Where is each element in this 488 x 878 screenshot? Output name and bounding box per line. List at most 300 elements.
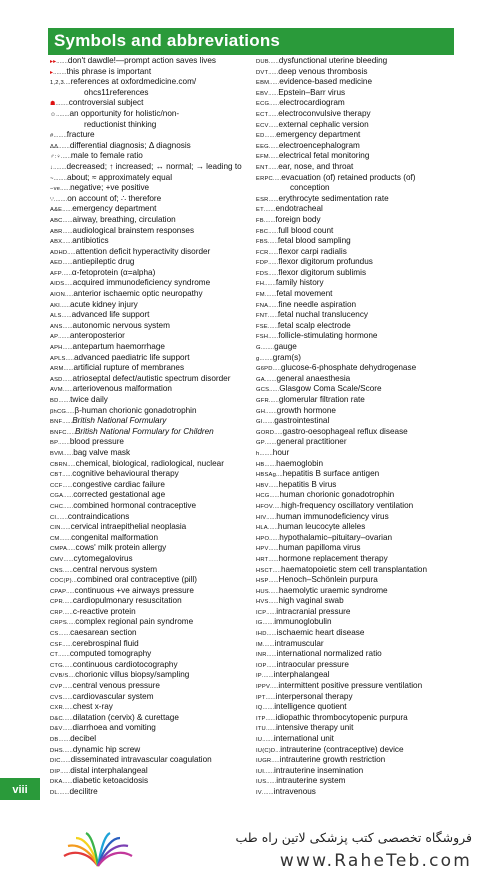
abbreviation-entry xyxy=(50,480,253,491)
abbreviation-entry xyxy=(50,268,253,279)
abbreviation-definition: erythrocyte sedimentation rate xyxy=(278,193,389,203)
abbreviation-term: BNF xyxy=(50,419,63,426)
leader-dots: ...... xyxy=(268,122,279,129)
abbreviation-entry xyxy=(256,448,459,459)
abbreviation-entry xyxy=(50,586,253,597)
abbreviation-definition: British National Formulary for Children xyxy=(74,426,214,436)
leader-dots: ...... xyxy=(62,419,73,426)
abbreviation-term: EBV xyxy=(256,90,269,97)
abbreviation-definition: central venous pressure xyxy=(72,681,160,691)
abbreviation-term: HUS xyxy=(256,588,269,595)
abbreviation-term: IU xyxy=(256,737,263,743)
abbreviation-term: ESR xyxy=(256,196,269,203)
abbreviation-term: ☺ xyxy=(50,111,57,118)
abbreviation-definition: glucose-6-phosphate dehydrogenase xyxy=(280,363,417,373)
abbreviation-definition: advanced life support xyxy=(71,310,150,320)
abbreviation-entry xyxy=(256,670,459,681)
leader-dots: ....... xyxy=(264,440,277,447)
abbreviation-term: CRPS xyxy=(50,620,67,627)
abbreviation-term: AION xyxy=(50,292,65,299)
leader-dots: ...... xyxy=(62,726,73,733)
leader-dots: .... xyxy=(276,472,283,479)
abbreviation-entry xyxy=(50,681,253,692)
leader-dots: ...... xyxy=(267,313,278,320)
abbreviation-term: GI xyxy=(256,419,263,426)
abbreviation-definition: fetal nuchal translucency xyxy=(277,310,369,320)
abbreviation-entry xyxy=(50,342,253,353)
leader-dots: ....... xyxy=(58,334,70,341)
leader-dots: ...... xyxy=(61,313,72,320)
abbreviation-definition: airway, breathing, circulation xyxy=(72,214,176,224)
abbreviation-entry xyxy=(50,353,253,364)
abbreviation-definition: ischaemic heart disease xyxy=(276,628,365,638)
leader-dots: ...... xyxy=(267,323,278,330)
abbreviation-term: FM xyxy=(256,292,265,299)
abbreviation-definition: α-fetoprotein (α=alpha) xyxy=(71,267,156,277)
abbreviation-entry xyxy=(256,607,459,618)
abbreviation-term: APH xyxy=(50,345,63,352)
abbreviation-definition: intramuscular xyxy=(274,638,324,648)
abbreviation-term: ~ xyxy=(50,175,54,182)
abbreviation-definition: disseminated intravascular coagulation xyxy=(70,755,212,765)
abbreviation-definition: continuous cardiotocography xyxy=(72,659,178,669)
leader-dots: ...... xyxy=(62,323,73,330)
abbreviation-definition: diarrhoea and vomiting xyxy=(72,723,156,733)
abbreviation-definition: hormone replacement therapy xyxy=(278,553,388,563)
abbreviation-term: IU(C)D xyxy=(256,747,276,754)
leader-dots: ........ xyxy=(259,450,273,457)
abbreviation-definition: reductionist thinking xyxy=(84,119,157,129)
abbreviation-term: FDP xyxy=(256,260,269,267)
leader-dots: ..... xyxy=(67,546,76,553)
leader-dots: ...... xyxy=(269,535,280,542)
abbreviation-term: ▸▸ xyxy=(50,59,57,65)
leader-dots: ...... xyxy=(268,588,279,595)
abbreviation-term: BD xyxy=(50,398,59,404)
abbreviation-definition: dilatation (cervix) & curettage xyxy=(72,712,179,722)
leader-dots: ....... xyxy=(264,133,277,140)
abbreviation-entry xyxy=(256,713,459,724)
abbreviation-definition: gastrointestinal xyxy=(274,416,330,426)
abbreviation-entry xyxy=(256,745,459,756)
abbreviation-term: ADHD xyxy=(50,249,68,256)
abbreviation-entry xyxy=(256,617,459,628)
abbreviation-entry xyxy=(50,596,253,607)
abbreviation-definition: intrauterine (contraceptive) device xyxy=(280,744,404,754)
abbreviation-entry xyxy=(256,67,459,78)
abbreviation-term: HRT xyxy=(256,556,269,563)
leader-dots: ...... xyxy=(60,525,71,532)
abbreviation-term: DIP xyxy=(50,768,61,775)
abbreviation-definition: dysfunctional uterine bleeding xyxy=(278,56,388,65)
leader-dots: ...... xyxy=(269,493,280,500)
abbreviation-entry xyxy=(256,596,459,607)
abbreviation-entry xyxy=(256,416,459,427)
abbreviation-entry xyxy=(50,363,253,374)
abbreviation-entry xyxy=(256,533,459,544)
leader-dots: ..... xyxy=(274,429,283,436)
abbreviation-entry xyxy=(50,670,253,681)
abbreviation-definition: external cephalic version xyxy=(278,119,369,129)
abbreviation-definition: central nervous system xyxy=(72,564,158,574)
abbreviation-entry xyxy=(256,215,459,226)
abbreviation-term: CIN xyxy=(50,525,61,532)
abbreviation-definition: follicle-stimulating hormone xyxy=(278,331,378,341)
abbreviation-term: APLS xyxy=(50,355,66,362)
abbreviation-definition: decreased; ↑ increased; ↔ normal; → leading to xyxy=(66,161,242,171)
abbreviation-term: FSH xyxy=(256,334,269,341)
leader-dots: ...... xyxy=(266,662,277,669)
leader-dots: ...... xyxy=(268,196,279,203)
abbreviation-definition: hepatitis B surface antigen xyxy=(282,469,380,479)
abbreviation-definition: fetal scalp electrode xyxy=(277,320,351,330)
leader-dots: ...... xyxy=(268,260,279,267)
abbreviation-entry xyxy=(256,586,459,597)
leader-dots: ........ xyxy=(53,175,67,182)
abbreviation-definition: β-human chorionic gonadotrophin xyxy=(74,405,197,415)
abbreviation-entry xyxy=(50,766,253,777)
leader-dots: ....... xyxy=(58,143,70,150)
abbreviation-entry xyxy=(50,565,253,576)
abbreviation-entry xyxy=(256,702,459,713)
abbreviation-term: # xyxy=(50,133,54,140)
abbreviation-term: CVP xyxy=(50,684,63,691)
abbreviation-definition: haemoglobin xyxy=(276,458,324,468)
leader-dots: ....... xyxy=(56,514,68,521)
abbreviation-entry xyxy=(256,183,459,194)
abbreviation-term: AKI xyxy=(50,302,60,309)
abbreviation-entry xyxy=(50,448,253,459)
publisher-watermark xyxy=(0,824,488,878)
abbreviation-definition: caesarean section xyxy=(70,628,137,638)
abbreviation-term: ABR xyxy=(50,228,63,235)
abbreviation-entry xyxy=(50,713,253,724)
abbreviation-definition: growth hormone xyxy=(276,405,336,415)
leader-dots: ...... xyxy=(266,652,277,659)
abbreviation-term: G6PD xyxy=(256,366,273,373)
abbreviation-entry xyxy=(50,639,253,650)
abbreviation-definition: an opportunity for holistic/non- xyxy=(69,108,180,118)
abbreviation-entry xyxy=(50,607,253,618)
leader-dots: ...... xyxy=(62,472,73,479)
abbreviation-definition: fracture xyxy=(66,130,95,140)
abbreviation-term: BVM xyxy=(50,450,64,457)
abbreviation-definition: differential diagnosis; Δ diagnosis xyxy=(69,140,191,150)
abbreviation-term: HBV xyxy=(256,482,269,489)
abbreviation-entry xyxy=(50,649,253,660)
abbreviation-entry xyxy=(256,649,459,660)
abbreviation-entry xyxy=(256,575,459,586)
abbreviation-definition: cows' milk protein allergy xyxy=(75,543,167,553)
abbreviation-definition: don't dawdle!—prompt action saves lives xyxy=(67,56,217,65)
abbreviation-entry xyxy=(256,363,459,374)
abbreviation-definition: cervical intraepithelial neoplasia xyxy=(70,522,187,532)
leader-dots: ... xyxy=(71,578,77,585)
leader-dots: ........ xyxy=(53,196,68,203)
leader-dots: ....... xyxy=(58,737,71,743)
abbreviation-term: ECT xyxy=(256,111,269,118)
abbreviation-definition: dynamic hip screw xyxy=(72,744,141,754)
abbreviation-definition: electrical fetal monitoring xyxy=(278,151,370,161)
abbreviation-definition: emergency department xyxy=(276,130,361,140)
abbreviation-term: CM xyxy=(50,535,60,542)
abbreviation-entry xyxy=(256,543,459,554)
abbreviation-entry xyxy=(50,56,253,67)
leader-dots: ...... xyxy=(60,154,71,161)
abbreviation-term: HSCT xyxy=(256,567,273,574)
abbreviation-definition: intermittent positive pressure ventilation xyxy=(278,681,423,691)
abbreviation-entry xyxy=(50,384,253,395)
abbreviation-entry xyxy=(256,427,459,438)
abbreviation-definition: electroconvulsive therapy xyxy=(278,108,371,118)
abbreviation-entry xyxy=(50,702,253,713)
abbreviation-definition: chest x-ray xyxy=(72,702,113,712)
abbreviation-definition: on account of; ∴ therefore xyxy=(67,193,162,203)
abbreviation-entry xyxy=(256,141,459,152)
abbreviation-definition: antiepileptic drug xyxy=(72,257,135,267)
abbreviation-definition: combined hormonal contraceptive xyxy=(73,500,197,510)
publisher-url: www.RaheTeb.com xyxy=(279,851,472,871)
abbreviation-term: ARM xyxy=(50,366,64,373)
abbreviation-definition: family history xyxy=(275,278,324,288)
leader-dots: ....... xyxy=(58,631,71,638)
abbreviation-term: A&E xyxy=(50,207,63,214)
abbreviation-definition: controversial subject xyxy=(68,98,144,108)
abbreviation-term: CTG xyxy=(50,662,63,669)
abbreviation-term: ET xyxy=(256,207,264,214)
leader-dots: ...... xyxy=(268,228,279,235)
abbreviation-entry xyxy=(50,120,253,131)
abbreviation-definition: fetal blood sampling xyxy=(277,236,351,246)
leader-dots: ..... xyxy=(272,366,281,373)
leader-dots: ....... xyxy=(58,398,71,404)
abbreviation-term: HSP xyxy=(256,578,269,585)
abbreviation-term: GH xyxy=(256,408,266,415)
abbreviation-term: GCS xyxy=(256,387,270,394)
abbreviation-definition: audiological brainstem responses xyxy=(72,225,195,235)
abbreviation-entry xyxy=(50,183,253,194)
abbreviation-entry xyxy=(256,289,459,300)
abbreviation-entry xyxy=(256,88,459,99)
abbreviation-term: HPO xyxy=(256,535,270,542)
leader-dots: ........ xyxy=(260,345,275,352)
leader-dots: ...... xyxy=(268,556,279,563)
abbreviation-definition: high-frequency oscillatory ventilation xyxy=(281,500,414,510)
abbreviation-definition: decibel xyxy=(70,734,97,743)
abbreviation-term: D&V xyxy=(50,726,63,733)
abbreviation-entry xyxy=(256,660,459,671)
leader-dots: ...... xyxy=(268,69,279,76)
abbreviation-definition: electrocardiogram xyxy=(279,98,345,108)
abbreviation-term: ECV xyxy=(256,122,269,129)
abbreviation-entry xyxy=(50,310,253,321)
leader-dots: ...... xyxy=(62,345,73,352)
leader-dots: ....... xyxy=(262,419,275,426)
leader-dots: ...... xyxy=(63,493,74,500)
leader-dots: ...... xyxy=(62,387,73,394)
abbreviation-definition: human immunodeficiency virus xyxy=(276,511,389,521)
leader-dots: ...... xyxy=(264,768,275,775)
abbreviation-entry xyxy=(50,226,253,237)
leader-dots: ...... xyxy=(269,101,280,108)
leader-dots: ........ xyxy=(56,111,70,118)
abbreviation-term: CRP xyxy=(50,609,63,616)
section-header xyxy=(48,28,454,55)
abbreviation-entry xyxy=(256,226,459,237)
abbreviation-term: FNT xyxy=(256,313,268,320)
abbreviation-definition: human chorionic gonadotrophin xyxy=(279,490,395,500)
abbreviation-entry xyxy=(256,162,459,173)
leader-dots: ........ xyxy=(53,164,67,171)
leader-dots: ....... xyxy=(262,705,275,712)
abbreviation-term: DVT xyxy=(256,69,269,76)
abbreviation-entry xyxy=(50,787,253,798)
publisher-name-persian: فروشگاه تخصصی کتب پزشکی لاتین راه طب xyxy=(235,830,472,845)
leader-dots: ...... xyxy=(265,726,276,733)
leader-dots: ..... xyxy=(66,620,76,627)
leader-dots: ...... xyxy=(269,387,280,394)
abbreviation-entry xyxy=(256,236,459,247)
leader-dots: ..... xyxy=(271,758,280,765)
leader-dots: ...... xyxy=(268,334,279,341)
abbreviation-entry xyxy=(50,660,253,671)
abbreviation-term: CPAP xyxy=(50,588,67,595)
abbreviation-entry xyxy=(256,776,459,787)
abbreviation-definition: male to female ratio xyxy=(70,151,143,161)
leader-dots: ....... xyxy=(264,376,277,383)
leader-dots: ...... xyxy=(62,599,73,606)
leader-dots: ...... xyxy=(60,768,71,775)
abbreviation-entry xyxy=(50,278,253,289)
abbreviation-entry xyxy=(50,395,253,406)
abbreviation-definition: interphalangeal xyxy=(273,670,330,680)
abbreviation-term: FBC xyxy=(256,228,269,235)
abbreviation-term: CCF xyxy=(50,482,63,489)
abbreviation-term: EBM xyxy=(256,80,270,87)
page-title: Symbols and abbreviations xyxy=(54,31,281,50)
abbreviation-term: AIDS xyxy=(50,281,65,288)
abbreviation-entry xyxy=(50,437,253,448)
abbreviation-entry xyxy=(256,77,459,88)
abbreviation-definition: human papilloma virus xyxy=(278,543,361,553)
abbreviation-definition: Henoch–Schönlein purpura xyxy=(278,575,378,585)
abbreviation-entry xyxy=(256,278,459,289)
abbreviation-term: ED xyxy=(256,133,265,140)
abbreviation-term: ↓ xyxy=(50,164,54,171)
abbreviation-term: FCR xyxy=(256,249,269,256)
page-number: viii xyxy=(12,784,28,796)
abbreviation-entry xyxy=(50,490,253,501)
abbreviation-term: IUS xyxy=(256,779,267,786)
abbreviation-definition: congestive cardiac failure xyxy=(72,479,165,489)
leader-dots: ..... xyxy=(67,249,76,256)
abbreviation-definition: human leucocyte alleles xyxy=(277,522,366,532)
abbreviation-entry xyxy=(256,109,459,120)
abbreviation-entry xyxy=(50,321,253,332)
abbreviation-entry xyxy=(50,130,253,141)
abbreviation-term: IUGR xyxy=(256,758,272,765)
abbreviation-definition: antepartum haemorrhage xyxy=(72,342,165,352)
abbreviation-definition: distal interphalangeal xyxy=(70,765,148,775)
abbreviation-term: COC(P) xyxy=(50,578,72,585)
abbreviation-definition: British National Formulary xyxy=(72,416,167,426)
abbreviation-term: CVS xyxy=(50,694,63,701)
leader-dots: ..... xyxy=(64,292,74,299)
abbreviation-term: IUI xyxy=(256,768,265,775)
abbreviation-definition: atrioseptal defect/autistic spectrum disorder xyxy=(72,373,231,383)
abbreviation-term: D&C xyxy=(50,715,63,722)
abbreviation-definition: haematopoietic stem cell transplantation xyxy=(280,564,428,574)
abbreviation-definition: intrauterine system xyxy=(276,776,346,786)
abbreviation-definition: complex regional pain syndrome xyxy=(75,617,194,627)
abbreviation-definition: arteriovenous malformation xyxy=(72,384,172,394)
abbreviation-entry xyxy=(256,194,459,205)
abbreviation-definition: electroencephalogram xyxy=(278,140,360,150)
abbreviation-entry xyxy=(256,300,459,311)
abbreviation-definition: hour xyxy=(272,447,290,457)
abbreviation-definition: foreign body xyxy=(275,214,321,224)
leader-dots: ....... xyxy=(263,207,276,214)
abbreviation-definition: Epstein–Barr virus xyxy=(278,87,346,97)
abbreviation-term: CT xyxy=(50,652,59,659)
abbreviation-term: DUB xyxy=(256,59,269,65)
abbreviation-definition: intelligence quotient xyxy=(274,702,347,712)
abbreviation-term: ITP xyxy=(256,715,266,722)
abbreviation-entry xyxy=(256,512,459,523)
abbreviation-definition: fetal movement xyxy=(276,289,333,299)
leader-dots: ...... xyxy=(268,164,279,171)
abbreviation-definition: evidence-based medicine xyxy=(279,77,373,87)
abbreviation-entry xyxy=(256,565,459,576)
abbreviation-definition: intensive therapy unit xyxy=(275,723,354,733)
abbreviation-definition: general anaesthesia xyxy=(276,373,351,383)
abbreviation-entry xyxy=(50,617,253,628)
leader-dots: ...... xyxy=(268,398,279,404)
abbreviation-entry xyxy=(256,480,459,491)
leader-dots: ...... xyxy=(62,567,73,574)
abbreviation-definition: negative; +ve positive xyxy=(70,183,150,193)
abbreviation-entry xyxy=(50,427,253,438)
abbreviation-entry xyxy=(50,257,253,268)
abbreviation-definition: acquired immunodeficiency syndrome xyxy=(72,278,211,288)
abbreviation-definition: bag valve mask xyxy=(73,447,131,457)
abbreviation-entry xyxy=(50,776,253,787)
abbreviation-entry xyxy=(50,374,253,385)
abbreviation-entry xyxy=(50,247,253,258)
abbreviation-entry xyxy=(50,543,253,554)
abbreviation-definition: anterior ischaemic optic neuropathy xyxy=(73,289,203,299)
abbreviation-definition: hepatitis B virus xyxy=(278,479,337,489)
abbreviation-term: IM xyxy=(256,641,263,648)
abbreviation-entry xyxy=(256,353,459,364)
leader-dots: ..... xyxy=(272,175,282,182)
leader-dots: ........ xyxy=(53,133,67,140)
abbreviation-term: CVB/S xyxy=(50,673,69,680)
abbreviation-entry xyxy=(50,734,253,745)
abbreviation-term: ♂:♀ xyxy=(50,154,61,161)
leader-dots: ...... xyxy=(268,302,279,309)
abbreviation-term: ECG xyxy=(256,101,270,108)
leader-dots: ...... xyxy=(62,715,73,722)
abbreviation-definition: interpersonal therapy xyxy=(275,691,353,701)
abbreviation-definition: idiopathic thrombocytopenic purpura xyxy=(275,712,408,722)
abbreviation-term: CS xyxy=(50,631,59,638)
abbreviation-entry xyxy=(256,787,459,798)
abbreviation-term: 1,2,3 xyxy=(50,80,64,87)
abbreviation-entry xyxy=(256,321,459,332)
abbreviation-entry xyxy=(256,247,459,258)
abbreviation-term: G xyxy=(256,345,261,352)
